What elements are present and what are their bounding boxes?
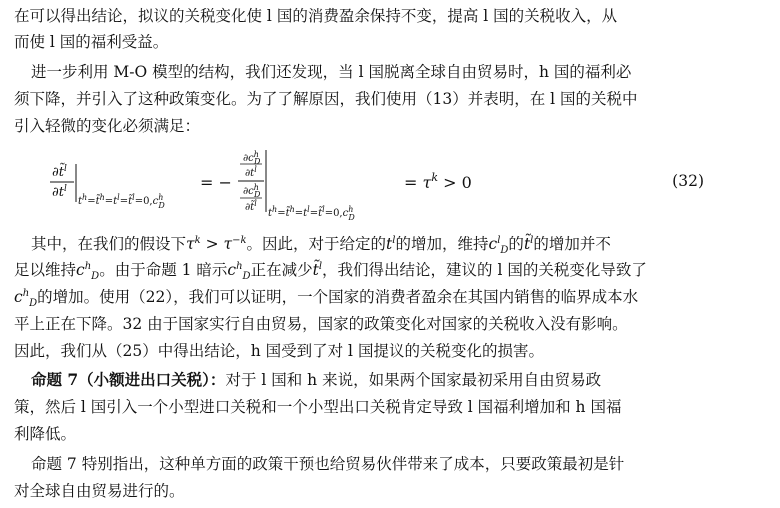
proposition7-text: 对于 l 国和 h 来说，如果两个国家最初采用自由贸易政 (225, 371, 602, 389)
para3-line1: 其中，在我们的假设下$\tau^k > \tau^{-k}$。因此，对于给定的$t^l$的增加，维持$c^l_D$的t̃$^l$的增加并不 (31, 234, 611, 256)
para3-line3: $c^h_D$的增加。使用（22），我们可以证明，一个国家的消费者盈余在其国内销售的临界成本水 (14, 287, 639, 309)
svg-text:∂tl: $\partial t^l$ (245, 165, 257, 179)
para1-line2: 而使 l 国的福利受益。 (14, 33, 169, 51)
para3-line2: 足以维持$c^h_D$。由于命题 1 暗示$c^h_D$正在减少t̃$^l$，我们得出结论，建议的 l 国的关税变化导致了 (14, 260, 647, 282)
para2-line3: 引入轻微的变化必须满足： (14, 117, 201, 135)
equation-number: (32) (672, 172, 704, 190)
svg-text:∂chD: $\partial c^h$ D (243, 150, 261, 166)
proposition7-title: 命题 7（小额进出口关税）： (31, 370, 226, 389)
proposition7-line2: 策，然后 l 国引入一个小型进口关税和一个小型出口关税肯定导致 l 国福利增加和 h 国福 (14, 398, 622, 416)
svg-text:th=t̃h=tl=t̃l=0,chD: $t^h=t̃^h=t^l=t̃^l=0,c^h$ D (268, 205, 355, 222)
equation-32 (0, 146, 780, 228)
svg-text:th=t̃h=tl=t̃l=0,chD: $t^h=t̃^h=t^l=t̃^l=0,c^h$ D (78, 193, 165, 210)
svg-text:= −: = − (200, 173, 232, 192)
svg-text:∂t̃l: ∂t̃$^l$ (245, 199, 257, 213)
svg-text:∂t̃l: ∂t̃$^l$ (52, 164, 67, 180)
svg-text:∂tl: $\partial t^l$ (52, 184, 67, 200)
svg-text:∂chD: $\partial c^h$ D (243, 183, 261, 199)
para3-line5: 因此，我们从（25）中得出结论，h 国受到了对 l 国提议的关税变化的损害。 (14, 342, 544, 360)
svg-text:= τk > 0: = $\tau^k > 0$ (404, 171, 472, 192)
proposition7-line3: 利降低。 (14, 425, 77, 443)
para4-line2: 对全球自由贸易进行的。 (14, 482, 185, 500)
para2-line2: 须下降，并引入了这种政策变化。为了了解原因，我们使用（13）并表明，在 l 国的关税中 (14, 90, 638, 108)
para3-line4: 平上正在下降。32 由于国家实行自由贸易，国家的政策变化对国家的关税收入没有影响。 (14, 315, 628, 333)
para1-line1: 在可以得出结论，拟议的关税变化使 l 国的消费盈余保持不变，提高 l 国的关税收入，从 (14, 7, 618, 25)
para2-line1: 进一步利用 M-O 模型的结构，我们还发现，当 l 国脱离全球自由贸易时，h 国的福利必 (31, 63, 632, 81)
equation-graphic (0, 146, 780, 228)
para4-line1: 命题 7 特别指出，这种单方面的政策干预也给贸易伙伴带来了成本，只要政策最初是针 (31, 455, 625, 473)
proposition7-line1 (0, 368, 780, 392)
